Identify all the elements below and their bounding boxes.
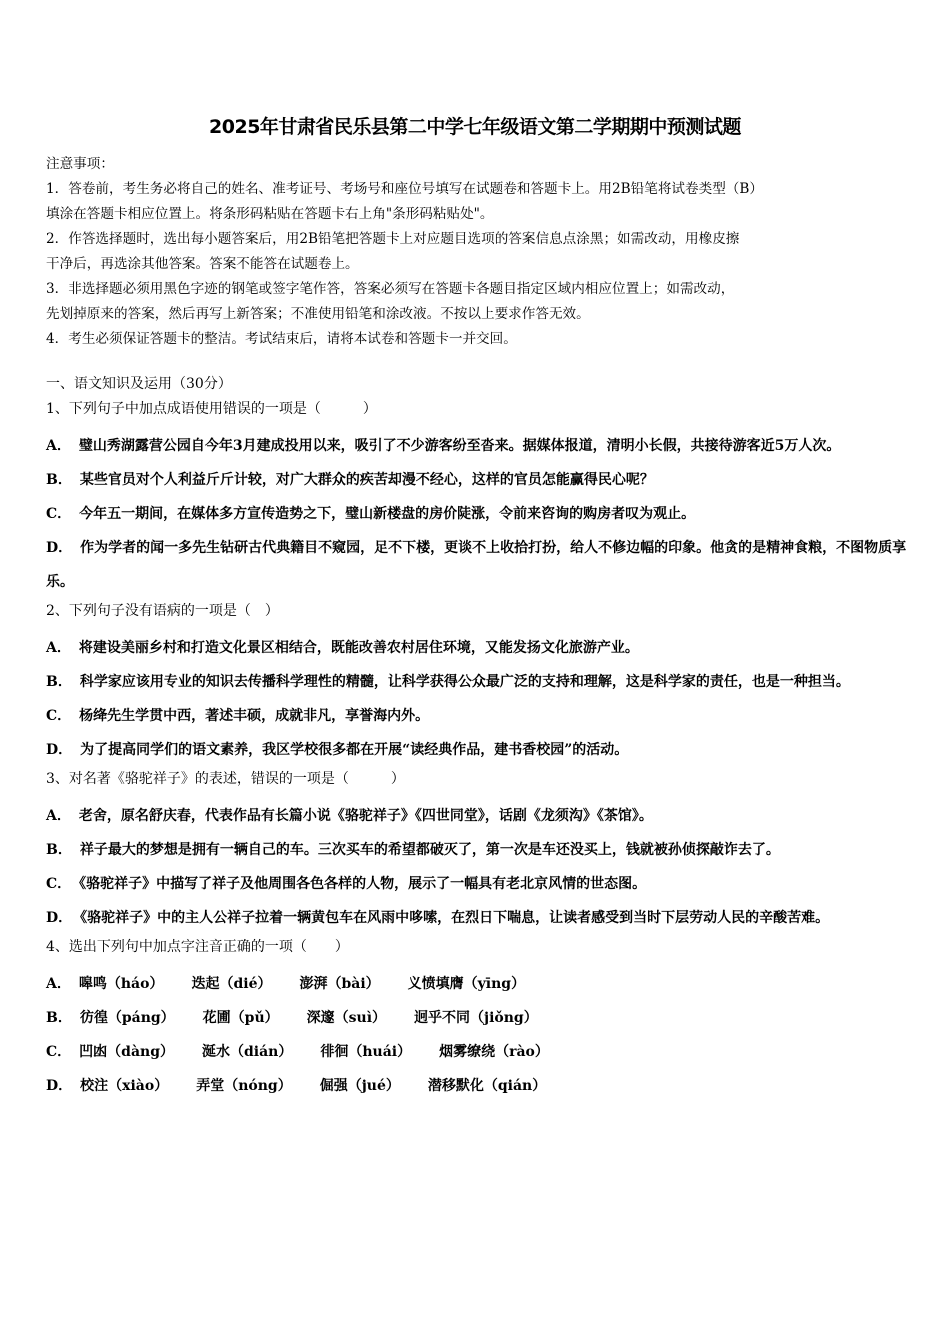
pinyin-item: 嗥鸣（háo） bbox=[78, 976, 164, 992]
question-1-option-c bbox=[46, 497, 910, 531]
question-2-option-c bbox=[46, 699, 910, 733]
question-3-option-a bbox=[46, 799, 910, 833]
question-2-stem: 2、下列句子没有语病的一项是（ ） bbox=[46, 603, 279, 619]
question-3-option-d bbox=[46, 901, 910, 935]
notice-line: 4．考生必须保证答题卡的整洁。考试结束后，请将本试卷和答题卡一并交回。 bbox=[46, 331, 517, 347]
question-4-option-c bbox=[46, 1035, 910, 1069]
pinyin-item: 倔强（jué） bbox=[319, 1078, 400, 1094]
question-section bbox=[46, 372, 910, 1103]
question-2-option-a bbox=[46, 631, 910, 665]
notice-line: 先划掉原来的答案，然后再写上新答案；不准使用铅笔和涂改液。不按以上要求作答无效。 bbox=[46, 306, 590, 322]
option-label: C． bbox=[46, 1044, 72, 1060]
option-text: 某些官员对个人利益斤斤计较，对广大群众的疾苦却漫不经心，这样的官员怎能赢得民心呢？ bbox=[79, 472, 654, 488]
option-label: B． bbox=[46, 674, 72, 690]
option-text: 科学家应该用专业的知识去传播科学理性的精髓，让科学获得公众最广泛的支持和理解，这是科学家的责任，也是一种担当。 bbox=[79, 674, 850, 690]
option-text: 《骆驼祥子》中描写了祥子及他周围各色各样的人物，展示了一幅具有老北京风情的世态图。 bbox=[79, 876, 647, 892]
option-label: D． bbox=[46, 1078, 73, 1094]
pinyin-item: 彷徨（páng） bbox=[79, 1010, 175, 1026]
option-text: 杨绛先生学贯中西，著述丰硕，成就非凡，享誉海内外。 bbox=[79, 708, 430, 724]
question-1-option-d bbox=[46, 531, 910, 599]
option-label: C． bbox=[46, 506, 72, 522]
question-2-option-d bbox=[46, 733, 910, 767]
question-2-option-b bbox=[46, 665, 910, 699]
option-text: 为了提高同学们的语文素养，我区学校很多都在开展“读经典作品，建书香校园”的活动。 bbox=[80, 742, 629, 758]
notice-heading: 注意事项： bbox=[46, 156, 114, 172]
question-3-option-b bbox=[46, 833, 910, 867]
option-text: 祥子最大的梦想是拥有一辆自己的车。三次买车的希望都破灭了，第一次是车还没买上，钱就被孙侦探敲诈去了。 bbox=[79, 842, 780, 858]
pinyin-item: 深邃（suì） bbox=[306, 1010, 387, 1026]
pinyin-item: 校注（xiào） bbox=[80, 1078, 169, 1094]
question-1-option-b bbox=[46, 463, 910, 497]
option-text: 璧山秀湖露营公园自今年3月建成投用以来，吸引了不少游客纷至沓来。据媒体报道，清明小长假，共接待游客近5万人次。 bbox=[78, 438, 841, 454]
pinyin-item: 义愤填膺（yīng） bbox=[407, 976, 526, 992]
option-label: B． bbox=[46, 472, 72, 488]
option-text: 作为学者的闻一多先生钻研古代典籍目不窥园，足不下楼，更谈不上收拾打扮，给人不修边幅的印象。他贪的是精神食粮，不图物质享乐。 bbox=[46, 540, 907, 590]
option-text: 《骆驼祥子》中的主人公祥子拉着一辆黄包车在风雨中哆嗦，在烈日下喘息，让读者感受到当时下层劳动人民的辛酸苦难。 bbox=[80, 910, 830, 926]
pinyin-item: 迥乎不同（jiǒng） bbox=[414, 1010, 538, 1026]
option-label: D． bbox=[46, 910, 73, 926]
pinyin-item: 徘徊（huái） bbox=[320, 1044, 412, 1060]
section-heading: 一、语文知识及运用（30分） bbox=[46, 376, 232, 392]
notice-block bbox=[46, 152, 910, 352]
question-4-option-d bbox=[46, 1069, 910, 1103]
question-4-option-b bbox=[46, 1001, 910, 1035]
option-label: A． bbox=[46, 438, 71, 454]
option-label: B． bbox=[46, 842, 72, 858]
option-label: A． bbox=[46, 808, 71, 824]
option-text: 将建设美丽乡村和打造文化景区相结合，既能改善农村居住环境，又能发扬文化旅游产业。 bbox=[78, 640, 639, 656]
question-4-stem: 4、选出下列句中加点字注音正确的一项（ ） bbox=[46, 939, 349, 955]
notice-line: 2．作答选择题时，选出每小题答案后，用2B铅笔把答题卡上对应题目选项的答案信息点涂黑；如需改动，用橡皮擦 bbox=[46, 231, 740, 247]
pinyin-item: 凹凼（dàng） bbox=[79, 1044, 174, 1060]
pinyin-item: 潜移默化（qián） bbox=[427, 1078, 547, 1094]
option-label: A． bbox=[46, 976, 71, 992]
option-text: 今年五一期间，在媒体多方宣传造势之下，璧山新楼盘的房价陡涨，令前来咨询的购房者叹为观止。 bbox=[79, 506, 696, 522]
question-1-stem: 1、下列句子中加点成语使用错误的一项是（ ） bbox=[46, 401, 377, 417]
pinyin-item: 花圃（pǔ） bbox=[202, 1010, 279, 1026]
notice-line: 填涂在答题卡相应位置上。将条形码粘贴在答题卡右上角"条形码粘贴处"。 bbox=[46, 206, 494, 222]
pinyin-item: 弄堂（nóng） bbox=[196, 1078, 292, 1094]
option-label: C． bbox=[46, 876, 72, 892]
notice-line: 干净后，再选涂其他答案。答案不能答在试题卷上。 bbox=[46, 256, 359, 272]
pinyin-item: 澎湃（bài） bbox=[299, 976, 380, 992]
question-4-option-a bbox=[46, 967, 910, 1001]
option-label: D． bbox=[46, 742, 73, 758]
option-label: C． bbox=[46, 708, 72, 724]
notice-line: 3．非选择题必须用黑色字迹的钢笔或签字笔作答，答案必须写在答题卡各题目指定区域内相应位置上；如需改动， bbox=[46, 281, 735, 297]
question-3-stem: 3、对名著《骆驼祥子》的表述，错误的一项是（ ） bbox=[46, 771, 405, 787]
option-label: B． bbox=[46, 1010, 72, 1026]
option-label: D． bbox=[46, 540, 73, 556]
pinyin-item: 迭起（dié） bbox=[191, 976, 272, 992]
option-label: A． bbox=[46, 640, 71, 656]
pinyin-item: 涎水（dián） bbox=[201, 1044, 293, 1060]
notice-line: 1．答卷前，考生务必将自己的姓名、准考证号、考场号和座位号填写在试题卷和答题卡上。用2B铅笔将试卷类型（B） bbox=[46, 181, 763, 197]
page-title: 2025年甘肃省民乐县第二中学七年级语文第二学期期中预测试题 bbox=[209, 116, 741, 138]
question-3-option-c bbox=[46, 867, 910, 901]
pinyin-item: 烟雾缭绕（rào） bbox=[439, 1044, 549, 1060]
option-text: 老舍，原名舒庆春，代表作品有长篇小说《骆驼祥子》《四世同堂》，话剧《龙须沟》《茶馆》。 bbox=[78, 808, 653, 824]
question-1-option-a bbox=[46, 429, 910, 463]
